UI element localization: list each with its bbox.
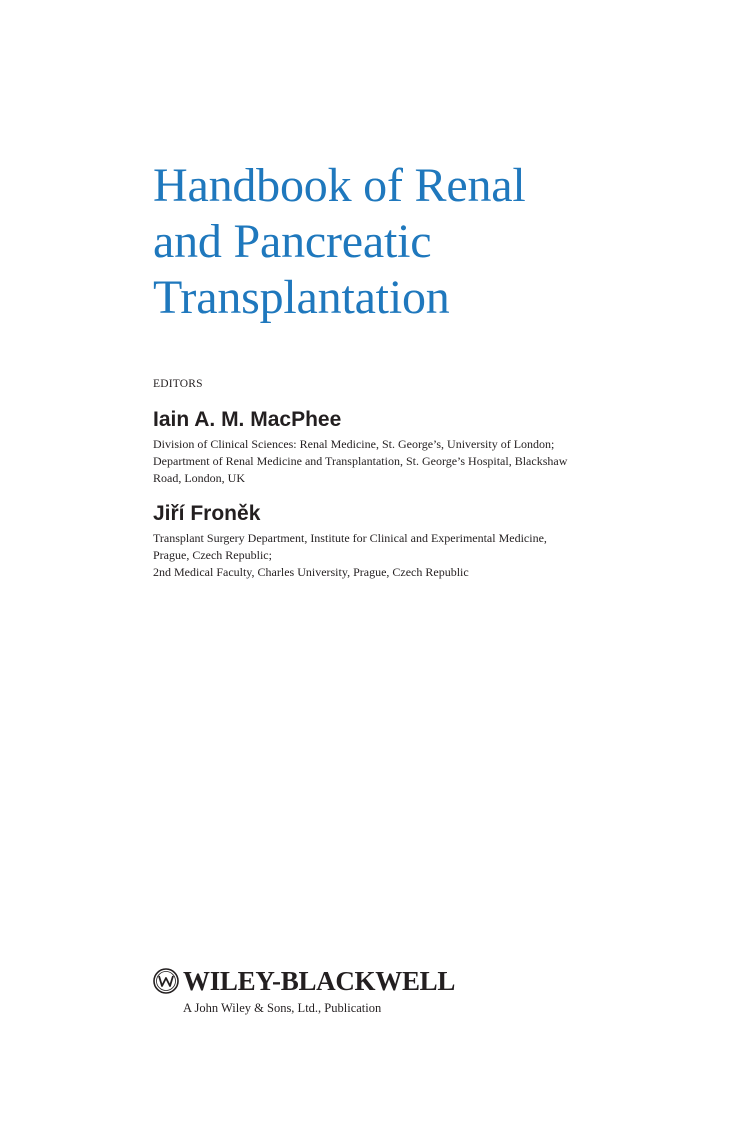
affiliation-line: Road, London, UK	[153, 471, 245, 485]
book-title-line: and Pancreatic	[153, 215, 432, 268]
editors-label: EDITORS	[153, 378, 203, 390]
book-title-line: Handbook of Renal	[153, 159, 526, 212]
affiliation-line: 2nd Medical Faculty, Charles University, Prague, Czech Republic	[153, 565, 469, 579]
book-title-line: Transplantation	[153, 271, 450, 324]
wiley-seal-icon	[153, 968, 179, 994]
affiliation-line: Department of Renal Medicine and Transplantation, St. George’s Hospital, Blackshaw	[153, 454, 568, 468]
editor-name: Jiří Froněk	[153, 502, 261, 525]
publisher-logo	[153, 965, 455, 997]
affiliation-line: Prague, Czech Republic;	[153, 548, 272, 562]
editor-affiliation	[153, 436, 623, 487]
book-title	[153, 158, 713, 326]
editor-name: Iain A. M. MacPhee	[153, 408, 342, 431]
publisher-subtitle: A John Wiley & Sons, Ltd., Publication	[183, 1001, 382, 1015]
affiliation-line: Transplant Surgery Department, Institute for Clinical and Experimental Medicine,	[153, 531, 547, 545]
editor-affiliation	[153, 530, 623, 581]
publisher-name: WILEY-BLACKWELL	[183, 965, 456, 996]
affiliation-line: Division of Clinical Sciences: Renal Medicine, St. George’s, University of London;	[153, 437, 555, 451]
